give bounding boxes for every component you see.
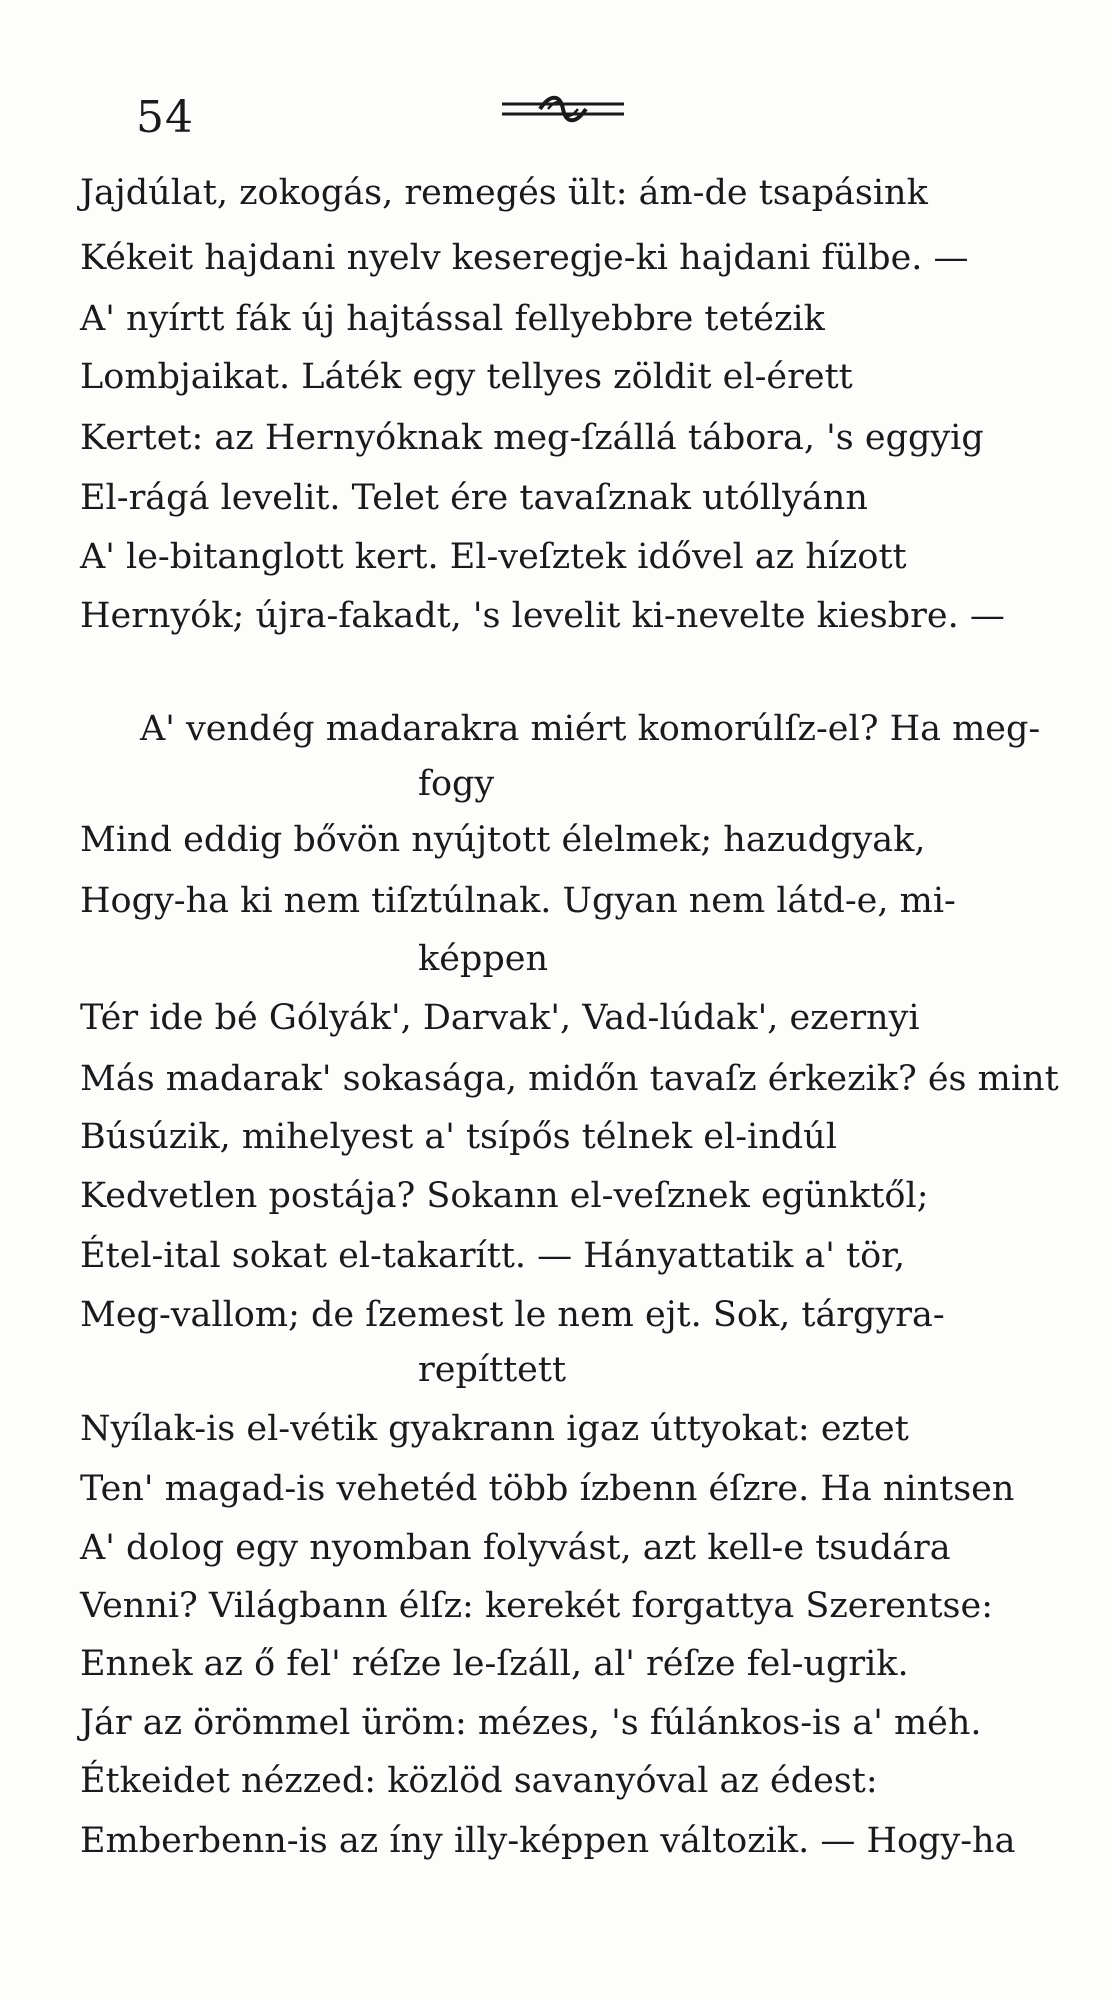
text-line: Nyílak-is el-vétik gyakrann igaz úttyokat: eztet [80,1409,909,1449]
text-line: Kékeit hajdani nyelv keseregje-ki hajdani fülbe. — [80,238,969,278]
text-line: repíttett [418,1350,567,1390]
text-line: A' vendég madarakra miért komorúlſz-el? Ha meg- [140,709,1041,749]
text-line: Lombjaikat. Láték egy tellyes zöldit el-érett [80,357,853,397]
text-line: Jajdúlat, zokogás, remegés ült: ám-de tsapásink [80,173,928,213]
text-line: Hogy-ha ki nem tiſztúlnak. Ugyan nem látd-e, mi- [80,881,956,921]
text-line: Búsúzik, mihelyest a' tsípős télnek el-indúl [80,1117,837,1157]
text-line: Jár az örömmel üröm: mézes, 's fúlánkos-is a' méh. [80,1703,982,1743]
text-line: Más madarak' sokasága, midőn tavaſz érkezik? és mint [80,1059,1059,1099]
text-line: Venni? Világbann élſz: kerekét forgattya Szerentse: [80,1586,994,1626]
text-line: Kertet: az Hernyóknak meg-ſzállá tábora, 's eggyig [80,418,984,458]
text-line: A' le-bitanglott kert. El-veſztek idővel az hízott [80,537,907,577]
text-line: Kedvetlen postája? Sokann el-veſznek egünktől; [80,1176,929,1216]
text-line: fogy [418,764,495,804]
text-line: El-rágá levelit. Telet ére tavaſznak utóllyánn [80,478,868,518]
ornament-icon [500,92,626,126]
text-line: képpen [418,939,548,979]
text-line: A' dolog egy nyomban folyvást, azt kell-e tsudára [80,1528,951,1568]
text-line: Hernyók; újra-fakadt, 's levelit ki-nevelte kiesbre. — [80,596,1005,636]
text-line: Tér ide bé Gólyák', Darvak', Vad-lúdak', ezernyi [80,998,920,1038]
page-number: 54 [136,92,194,143]
text-line: Ennek az ő fel' réſze le-ſzáll, al' réſze fel-ugrik. [80,1644,909,1684]
text-line: Mind eddig bővön nyújtott élelmek; hazudgyak, [80,820,926,860]
text-line: Emberbenn-is az íny illy-képpen változik. — Hogy-ha [80,1821,1016,1861]
text-line: Ten' magad-is vehetéd több ízbenn éſzre. Ha nintsen [80,1469,1015,1509]
text-line: Étkeidet nézzed: közlöd savanyóval az édest: [80,1761,878,1801]
text-line: A' nyírtt fák új hajtással fellyebbre tetézik [80,299,825,339]
text-line: Étel-ital sokat el-takarítt. — Hányattatik a' tör, [80,1236,906,1276]
text-line: Meg-vallom; de ſzemest le nem ejt. Sok, tárgyra- [80,1295,945,1335]
